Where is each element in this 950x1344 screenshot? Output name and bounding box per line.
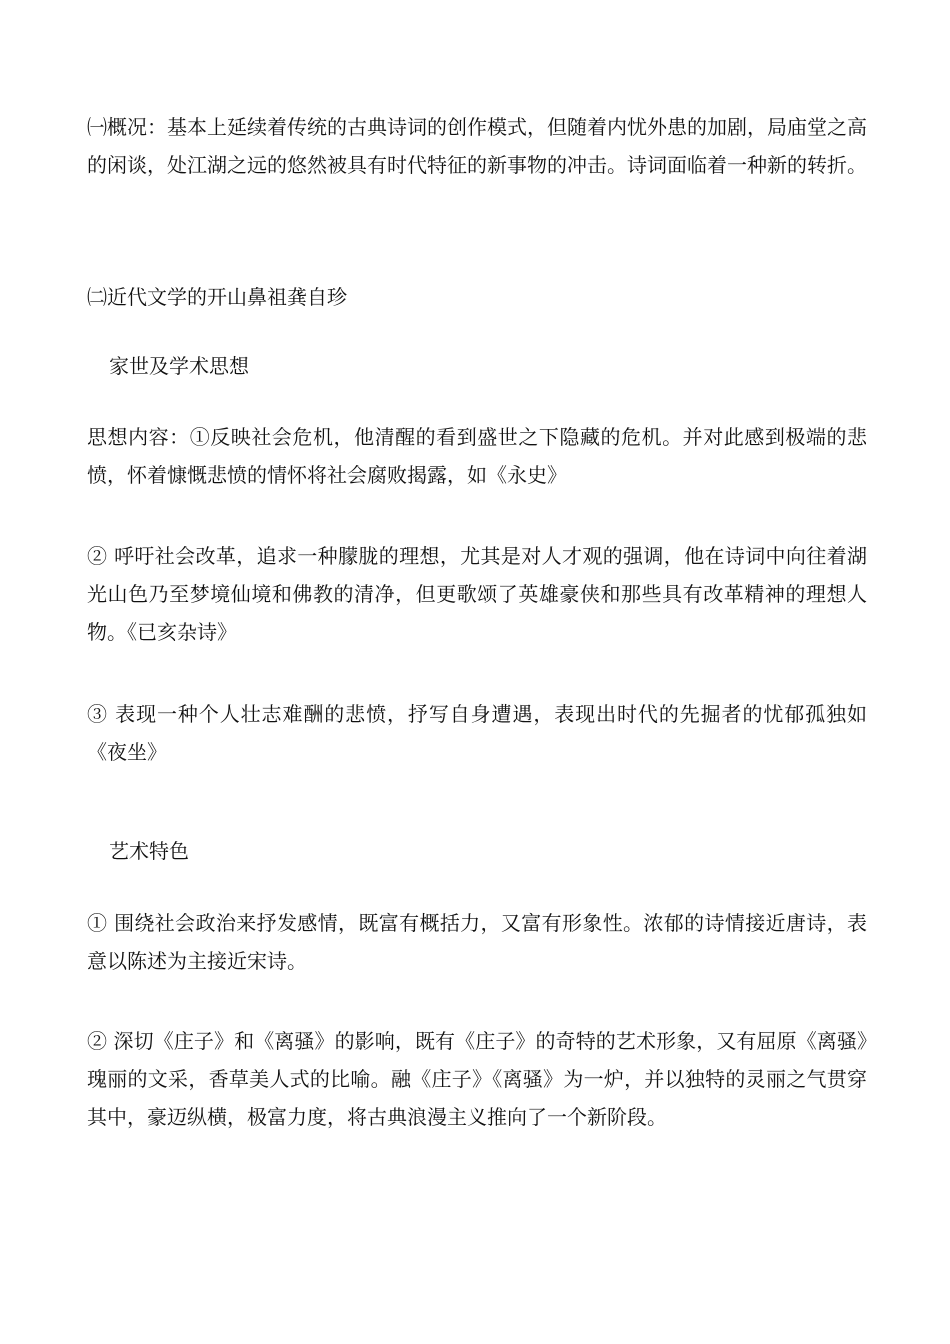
content-paragraph-3: ③ 表现一种个人壮志难酬的悲愤，抒写自身遭遇，表现出时代的先掘者的忧郁孤独如《夜坐》 — [87, 702, 867, 764]
overview-paragraph: ㈠概况：基本上延续着传统的古典诗词的创作模式，但随着内忧外患的加剧，局庙堂之高的闲谈，处江湖之远的悠然被具有时代特征的新事物的冲击。诗词面临着一种新的转折。 — [87, 115, 867, 177]
subheading-art-features: 艺术特色 — [109, 839, 189, 863]
content-paragraph-2: ② 呼吁社会改革，追求一种朦胧的理想，尤其是对人才观的强调，他在诗词中向往着湖光山色乃至梦境仙境和佛教的清净，但更歌颂了英雄豪侠和那些具有改革精神的理想人物。《已亥杂诗》 — [87, 544, 867, 644]
content-paragraph-1: 思想内容：①反映社会危机，他清醒的看到盛世之下隐藏的危机。并对此感到极端的悲愤，怀着慷慨悲愤的情怀将社会腐败揭露，如《永史》 — [87, 425, 867, 487]
art-paragraph-2: ② 深切《庄子》和《离骚》的影响，既有《庄子》的奇特的艺术形象，又有屈原《离骚》瑰丽的文采，香草美人式的比喻。融《庄子》《离骚》为一炉，并以独特的灵丽之气贯穿其中，豪迈纵横，极富力度，将古典浪漫主义推向了一个新阶段。 — [87, 1029, 867, 1129]
subheading-family-and-thought: 家世及学术思想 — [109, 354, 249, 378]
art-paragraph-1: ① 围绕社会政治来抒发感情，既富有概括力，又富有形象性。浓郁的诗情接近唐诗，表意以陈述为主接近宋诗。 — [87, 911, 867, 973]
section-heading-gong-zizhen: ㈡近代文学的开山鼻祖龚自珍 — [87, 285, 347, 309]
